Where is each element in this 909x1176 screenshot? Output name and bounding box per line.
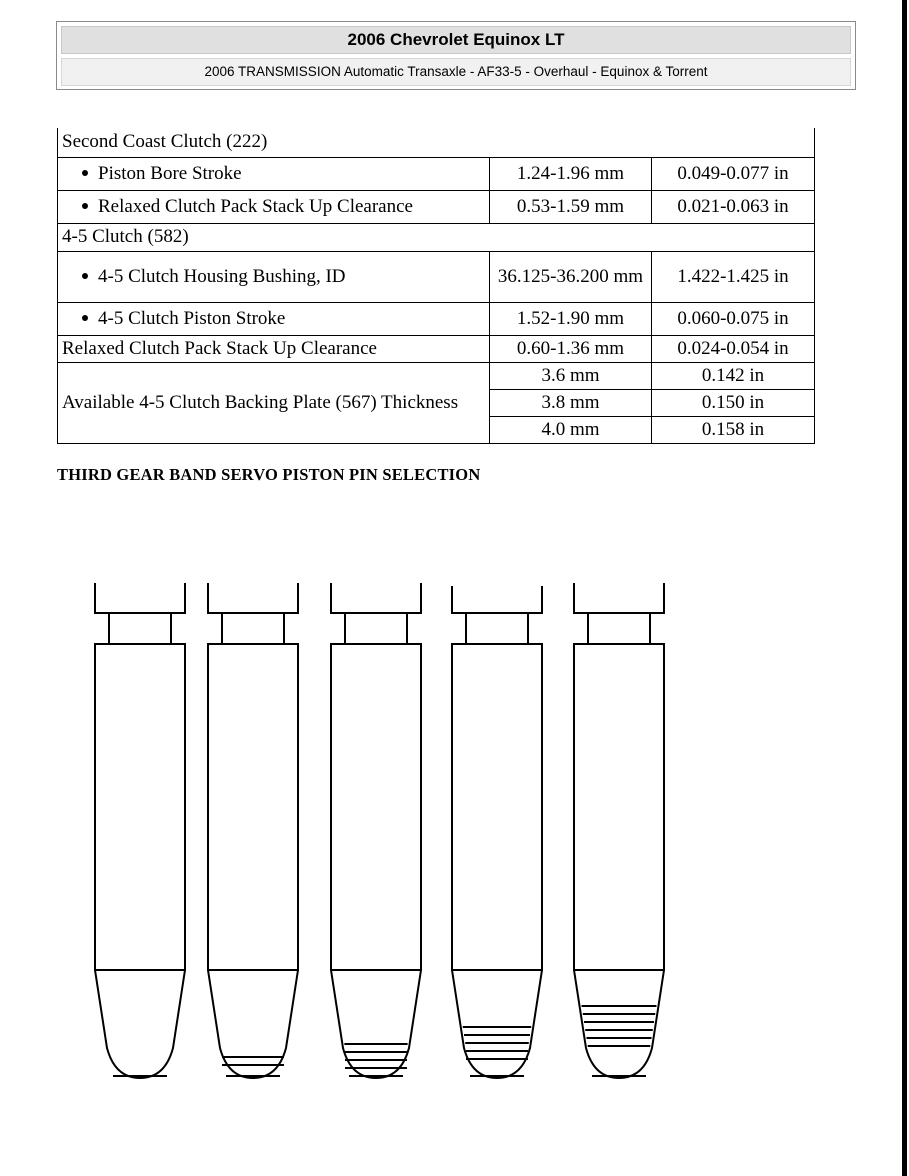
section-subtitle: 2006 TRANSMISSION Automatic Transaxle - AF33-5 - Overhaul - Equinox & Torrent [61, 58, 851, 86]
metric-value: 36.125-36.200 mm [490, 251, 652, 302]
imperial-value: 0.158 in [652, 416, 815, 443]
spec-label-text: Relaxed Clutch Pack Stack Up Clearance [98, 195, 413, 217]
servo-pin [452, 586, 542, 1078]
metric-value: 0.53-1.59 mm [490, 190, 652, 223]
spec-label: Relaxed Clutch Pack Stack Up Clearance [58, 335, 490, 362]
spec-label-text: Piston Bore Stroke [98, 162, 242, 184]
section-title: THIRD GEAR BAND SERVO PISTON PIN SELECTION [57, 465, 481, 484]
vehicle-title: 2006 Chevrolet Equinox LT [61, 26, 851, 54]
spec-label-text: 4-5 Clutch Piston Stroke [98, 307, 286, 329]
imperial-value: 0.049-0.077 in [652, 157, 815, 190]
imperial-value: 1.422-1.425 in [652, 251, 815, 302]
metric-value: 4.0 mm [490, 416, 652, 443]
servo-pin [208, 583, 298, 1078]
metric-value: 1.52-1.90 mm [490, 302, 652, 335]
servo-pin [95, 583, 185, 1078]
servo-pin [331, 583, 421, 1078]
spec-label-text: 4-5 Clutch Housing Bushing, ID [98, 265, 346, 287]
imperial-value: 0.142 in [652, 362, 815, 389]
group-heading: 4-5 Clutch (582) [58, 223, 815, 251]
imperial-value: 0.024-0.054 in [652, 335, 815, 362]
imperial-value: 0.021-0.063 in [652, 190, 815, 223]
metric-value: 3.6 mm [490, 362, 652, 389]
metric-value: 0.60-1.36 mm [490, 335, 652, 362]
spec-label: Available 4-5 Clutch Backing Plate (567) Thickness [58, 362, 490, 443]
metric-value: 3.8 mm [490, 389, 652, 416]
servo-pin [574, 583, 664, 1078]
group-heading: Second Coast Clutch (222) [58, 128, 815, 157]
imperial-value: 0.060-0.075 in [652, 302, 815, 335]
imperial-value: 0.150 in [652, 389, 815, 416]
metric-value: 1.24-1.96 mm [490, 157, 652, 190]
